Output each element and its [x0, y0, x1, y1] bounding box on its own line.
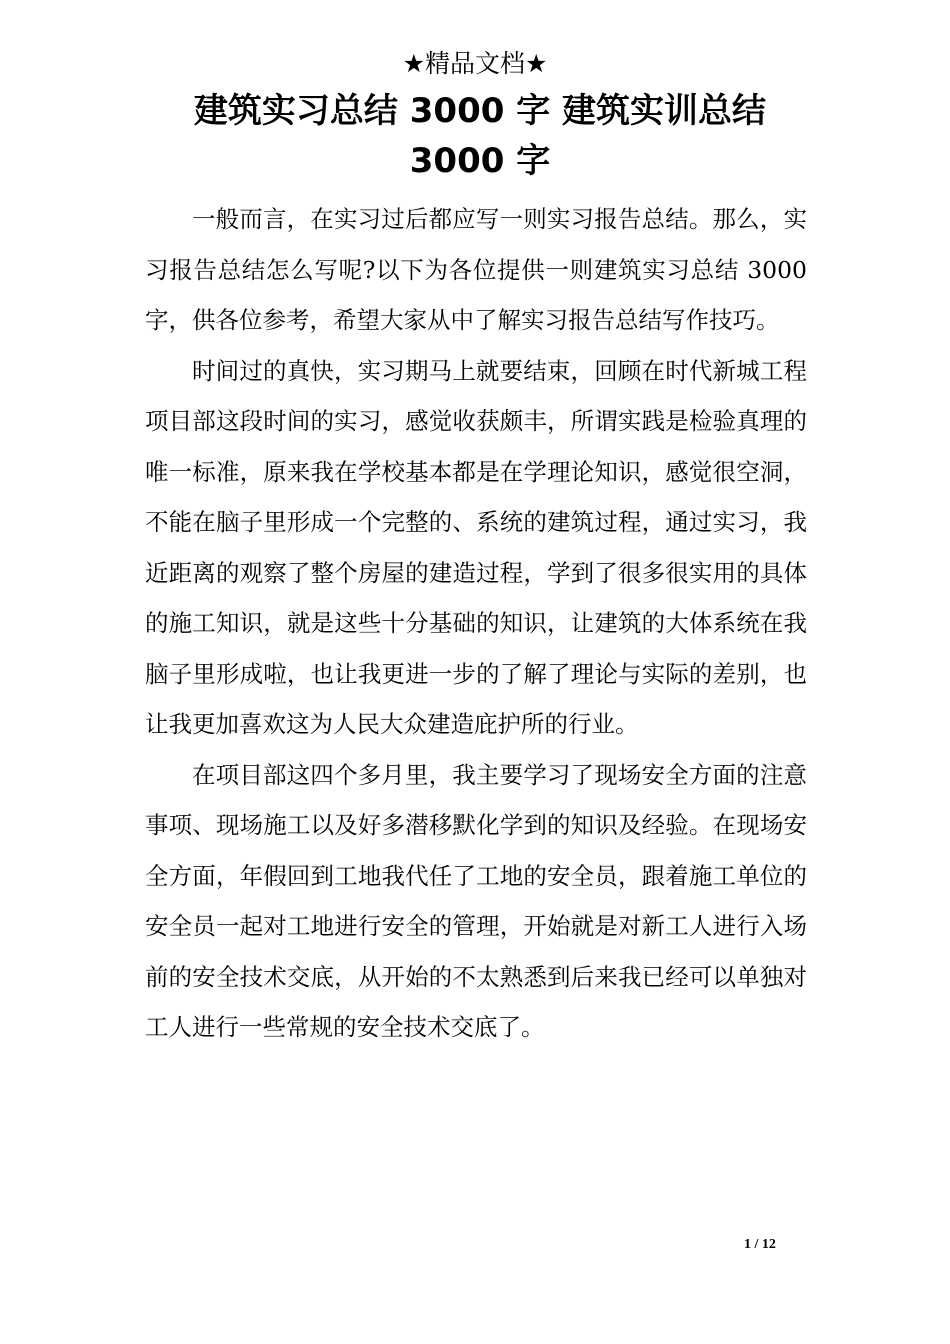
document-body	[145, 194, 807, 1053]
paragraph-intro: 一般而言，在实习过后都应写一则实习报告总结。那么，实习报告总结怎么写呢?以下为各位提供一则建筑实习总结 3000 字，供各位参考，希望大家从中了解实习报告总结写作技巧。	[145, 205, 807, 334]
document-title: 建筑实习总结 3000 字 建筑实训总结 3000 字	[193, 91, 767, 181]
page-number: 1 / 12	[744, 1237, 776, 1252]
paragraph-safety: 在项目部这四个多月里，我主要学习了现场安全方面的注意事项、现场施工以及好多潜移默化学到的知识及经验。在现场安全方面，年假回到工地我代任了工地的安全员，跟着施工单位的安全员一起对工地进行安全的管理，开始就是对新工人进行入场前的安全技术交底，从开始的不太熟悉到后来我已经可以单独对工人进行一些常规的安全技术交底了。	[145, 760, 807, 1041]
paragraph-reflection: 时间过的真快，实习期马上就要结束，回顾在时代新城工程项目部这段时间的实习，感觉收获颇丰，所谓实践是检验真理的唯一标准，原来我在学校基本都是在学理论知识，感觉很空洞，不能在脑子里形成一个完整的、系统的建筑过程，通过实习，我近距离的观察了整个房屋的建造过程，学到了很多很实用的具体的施工知识，就是这些十分基础的知识，让建筑的大体系统在我脑子里形成啦，也让我更进一步的了解了理论与实际的差别，也让我更加喜欢这为人民大众建造庇护所的行业。	[145, 356, 807, 738]
header-mark: ★精品文档★	[402, 49, 548, 78]
